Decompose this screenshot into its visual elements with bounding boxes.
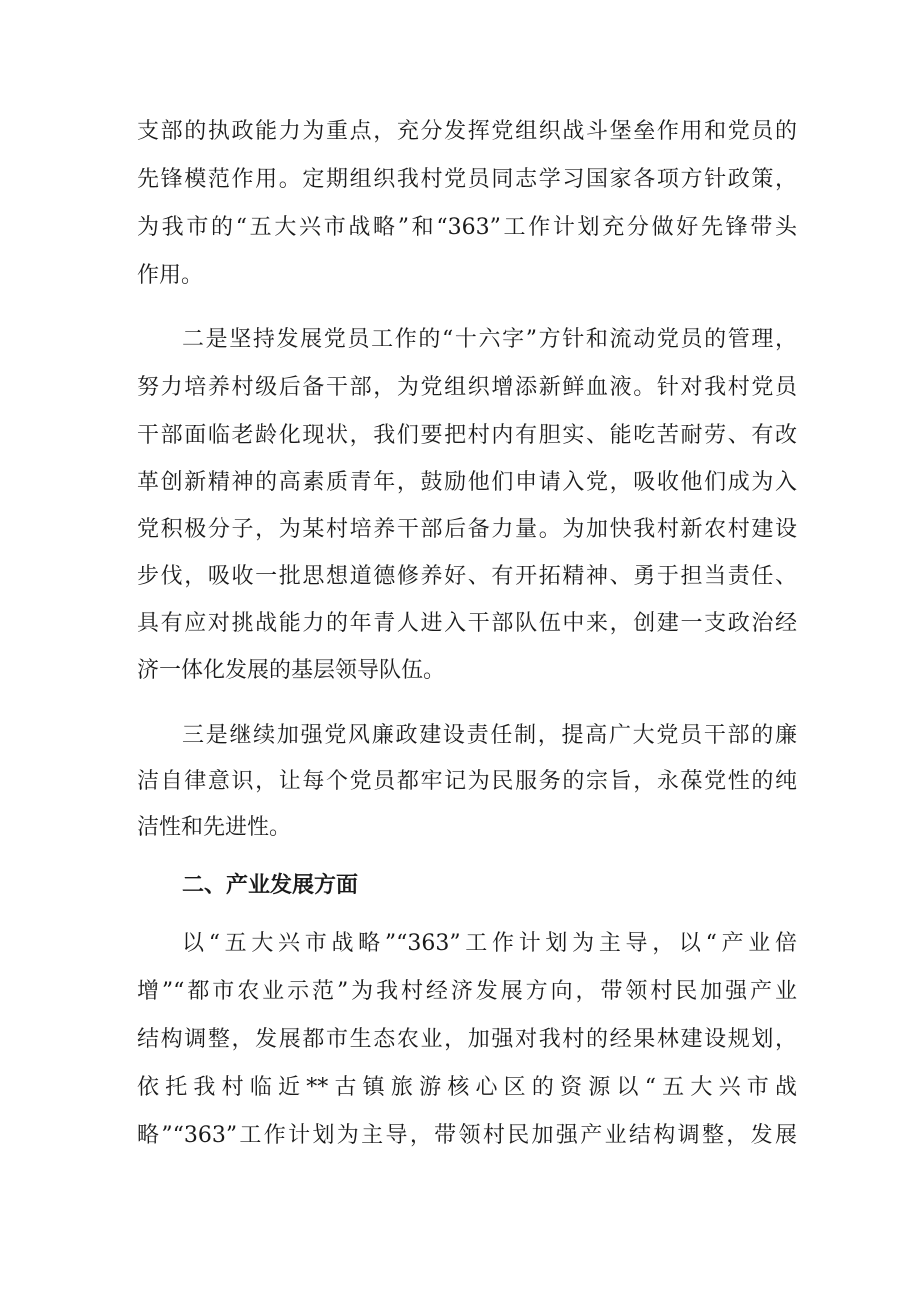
paragraph-line: 具有应对挑战能力的年青人进入干部队伍中来，创建一支政治经 — [137, 611, 797, 636]
paragraph-line: 努力培养村级后备干部，为党组织增添新鲜血液。针对我村党员 — [137, 375, 797, 400]
paragraph-line: 革创新精神的高素质青年，鼓励他们申请入党，吸收他们成为入 — [137, 470, 797, 495]
paragraph-line: 以“五大兴市战略”“363”工作计划为主导，以“产业倍 — [182, 931, 797, 956]
paragraph-line: 二是坚持发展党员工作的“十六字”方针和流动党员的管理， — [182, 327, 797, 352]
paragraph-line: 洁自律意识，让每个党员都牢记为民服务的宗旨，永葆党性的纯 — [137, 769, 797, 794]
paragraph-line: 洁性和先进性。 — [137, 815, 292, 840]
paragraph-line: 增”“都市农业示范”为我村经济发展方向，带领村民加强产业 — [137, 979, 797, 1004]
paragraph-line: 步伐，吸收一批思想道德修养好、有开拓精神、勇于担当责任、 — [137, 564, 797, 589]
paragraph-line: 略”“363”工作计划为主导，带领村民加强产业结构调整，发展 — [137, 1123, 797, 1148]
paragraph-line: 干部面临老龄化现状，我们要把村内有胆实、能吃苦耐劳、有改 — [137, 423, 797, 448]
paragraph-line: 济一体化发展的基层领导队伍。 — [137, 658, 446, 683]
paragraph-line: 先锋模范作用。定期组织我村党员同志学习国家各项方针政策， — [137, 167, 797, 192]
paragraph-line: 作用。 — [137, 263, 204, 288]
paragraph-line: 党积极分子，为某村培养干部后备力量。为加快我村新农村建设 — [137, 517, 797, 542]
paragraph-line: 支部的执政能力为重点，充分发挥党组织战斗堡垒作用和党员的 — [137, 119, 797, 144]
section-heading: 二、产业发展方面 — [182, 873, 359, 898]
paragraph-line: 三是继续加强党风廉政建设责任制，提高广大党员干部的廉 — [182, 723, 797, 748]
paragraph-line: 依托我村临近**古镇旅游核心区的资源以“五大兴市战 — [137, 1075, 797, 1100]
paragraph-line: 为我市的“五大兴市战略”和“363”工作计划充分做好先锋带头 — [137, 215, 797, 240]
paragraph-line: 结构调整，发展都市生态农业，加强对我村的经果林建设规划， — [137, 1027, 797, 1052]
